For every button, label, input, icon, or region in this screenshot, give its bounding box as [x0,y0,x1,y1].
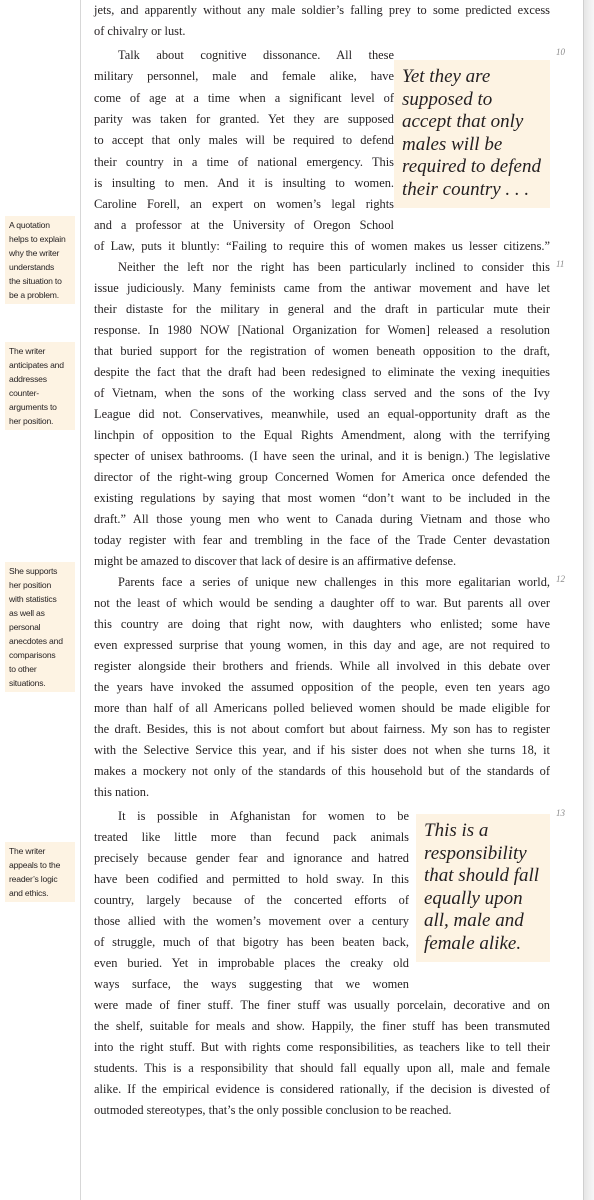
annotation-line: anecdotes and [9,636,63,646]
body-line: ways surface, the ways suggesting that we women [94,977,409,991]
margin-rule [80,0,81,1200]
annotation-line: She supports [9,566,58,576]
body-line: jets, and apparently without any male soldier’s falling prey to some predicted excess [94,3,550,17]
annotation-line: be a problem. [9,290,59,300]
body-line: Caroline Forell, an expert on women’s legal rights [94,197,394,211]
body-line: that buried support for the registration of women beneath opposition to the draft, [94,344,550,358]
pull-quote-line: Yet they are [402,66,491,87]
annotation-line: helps to explain [9,234,66,244]
body-line: outmoded stereotypes, that’s the only possible conclusion to be reached. [94,1103,452,1117]
paragraph-number: 13 [556,808,565,818]
annotation-line: why the writer [9,248,60,258]
body-line: is insulting to men. And it is insulting to women. [94,176,394,190]
annotation-line: the situation to [9,276,62,286]
annotation-line: and ethics. [9,888,49,898]
body-line: were made of finer stuff. The finer stuff was usually porcelain, decorative and on [94,998,550,1012]
body-line: with the Selective Service this year, and if his sister does not when she turns 18, it [94,743,550,757]
pull-quote-line: that should fall [424,865,540,886]
annotation-line: The writer [9,346,46,356]
body-line: the years have invoked the assumed opposition of the people, even ten years ago [94,680,550,694]
page-edge [583,0,594,1200]
body-line: Talk about cognitive dissonance. All these [118,48,394,62]
pull-quote-line: supposed to [402,88,493,110]
pull-quote-line: responsibility [424,842,527,864]
pull-quote-line: accept that only [402,111,524,132]
annotation-line: The writer [9,846,46,856]
margin-annotation [5,842,75,902]
body-line: parity was taken for granted. Yet they are supposed [94,112,394,126]
body-line: country, largely because of the concerted efforts of [94,893,409,907]
body-line: have been codified and permitted to hold sway. In this [94,872,409,886]
annotation-line: situations. [9,678,46,688]
body-line: issue judiciously. Many feminists came from the antiwar movement and have let [94,281,550,295]
body-line: League did not. Conservatives, meanwhile, used an equal-opportunity draft as the [94,407,550,421]
annotation-line: addresses [9,374,47,384]
margin-annotation [5,342,75,430]
annotation-line: with statistics [9,594,57,604]
body-line: treated like little more than fecund pack animals [94,830,409,844]
annotation-line: understands [9,262,55,272]
pull-quote-line: their country . . . [402,178,530,200]
body-line: those allied with the women’s movement over a century [94,914,409,928]
body-line: come of age at a time when a significant level of [94,91,394,105]
body-line: precisely because gender fear and ignorance and hatred [94,851,409,865]
pull-quote [416,814,550,962]
body-line: response. In 1980 NOW [National Organization for Women] released a resolution [94,323,550,337]
body-line: of struggle, much of that bigotry has been beaten back, [94,935,409,949]
annotation-line: as well as [9,608,45,618]
paragraph-number: 10 [556,47,565,57]
body-line: this nation. [94,785,150,799]
body-line: Parents face a series of unique new challenges in this more egalitarian world, [118,575,550,589]
pull-quote-line: required to defend [402,156,541,177]
body-line: register alongside their brothers and friends. While all involved in this debate over [94,659,550,673]
annotation-line: comparisons [9,650,56,660]
body-line: draft.” All those young men who went to Canada during Vietnam and those who [94,512,550,526]
body-line: more than half of all Americans polled believed women should be made eligible for [94,701,550,715]
body-line: this country are doing that right now, with daughters who enlisted; some have [94,617,550,631]
body-line: director of the right-wing group Concerned Women for America once defended the [94,470,550,484]
body-line: even expressed surprise that young women, in this day and age, are not required to [94,638,550,652]
body-line: of chivalry or lust. [94,24,186,38]
body-line: might be amazed to discover that lack of desire is an affirmative defense. [94,554,457,568]
body-line: into the right stuff. But with rights come responsibilities, as teachers like to tell their [94,1040,550,1054]
body-line: makes a mockery not only of the standards of this household but of the standards of [94,764,550,778]
annotation-line: arguments to [9,402,57,412]
body-line: even buried. Yet in improbable places the creaky old [94,956,409,970]
body-line: to accept that only males will be required to defend [94,133,394,147]
body-line: of Law, puts it bluntly: “Failing to require this of women makes us lesser citizens.” [94,239,550,253]
annotation-line: personal [9,622,41,632]
body-line: Neither the left nor the right has been particularly inclined to consider this [118,260,550,274]
paragraph-number: 12 [556,574,565,584]
pull-quote [394,60,550,208]
pull-quote-line: all, male and [424,910,524,931]
pull-quote-line: males will be [402,133,503,155]
body-line: existing regulations by saying that most women “don’t want to be included in the [94,491,550,505]
body-line: students. This is a responsibility that should fall equally upon all, male and female [94,1061,550,1075]
body-line: not the least of which would be sending a daughter off to war. But parents all over [94,596,550,610]
margin-annotation [5,216,75,304]
margin-annotation [5,562,75,692]
body-line: and a professor at the University of Oregon School [94,218,394,232]
annotation-line: A quotation [9,220,50,230]
annotation-line: to other [9,664,37,674]
body-line: today register with fear and trembling in the face of the Trade Center devastation [94,533,550,547]
body-line: the shelf, suitable for meals and show. Happily, the finer stuff has been transmuted [94,1019,550,1033]
pull-quote-line: This is a [424,820,489,841]
body-line: linchpin of opposition to the Equal Rights Amendment, along with the terrifying [94,428,550,442]
annotation-line: reader’s logic [9,874,58,884]
pull-quote-line: female alike. [424,932,522,954]
body-line: specter of unisex bathrooms. (I have seen the urinal, and it is benign.) The legislative [94,449,550,463]
body-line: despite the fact that the draft had been redesigned to eliminate the vexing inequities [94,365,550,379]
pull-quote-line: equally upon [424,887,523,909]
annotation-line: appeals to the [9,860,61,870]
annotation-line: anticipates and [9,360,64,370]
body-line: their country in a time of national emergency. This [94,155,394,169]
body-line: the draft. Besides, this is not about comfort but about fairness. My son has to register [94,722,550,736]
body-line: military personnel, male and female alike, have [94,69,394,83]
body-line: of Vietnam, when the sons of the working class served and the sons of the Ivy [94,386,550,400]
body-line: alike. If the empirical evidence is considered rationally, if the decision is divested of [94,1082,550,1096]
annotation-line: counter- [9,388,39,398]
paragraph-number: 11 [556,259,565,269]
body-line: It is possible in Afghanistan for women to be [118,809,409,823]
annotation-line: her position [9,580,52,590]
body-line: their distaste for the military in general and the draft in particular mute their [94,302,550,316]
annotation-line: her position. [9,416,54,426]
